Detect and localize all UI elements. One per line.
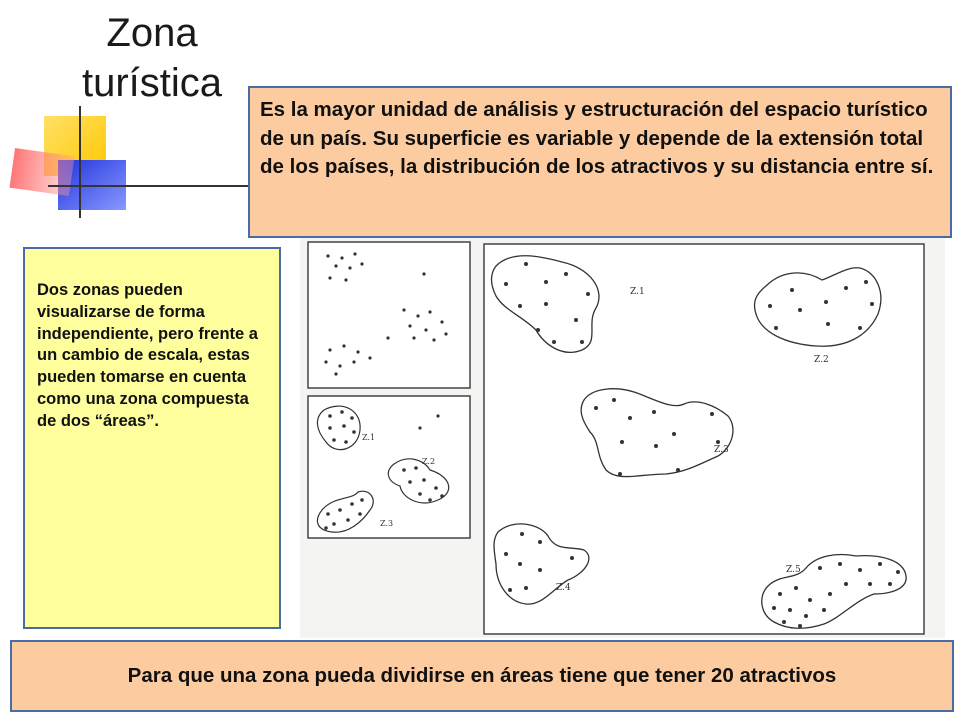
small-zone-label-2: Z.2 <box>422 457 436 466</box>
small-map-bottom <box>308 396 470 538</box>
slide-title: Zona turística <box>81 11 223 105</box>
definition-box: Es la mayor unidad de análisis y estructuración del espacio turístico de un país. Su superficie es variable y depende de la extensión total de los países, la distribución de los atractivos y su distancia entre sí. <box>248 86 952 238</box>
decorative-squares <box>0 100 260 220</box>
small-map-top <box>308 242 470 388</box>
zone-label-4: Z.4 <box>556 583 571 593</box>
zone-label-3: Z.3 <box>714 445 729 455</box>
small-zone-label-3: Z.3 <box>380 519 394 528</box>
zone-label-2: Z.2 <box>814 355 829 365</box>
zone-label-1: Z.1 <box>630 287 645 297</box>
small-zone-label-1: Z.1 <box>362 433 376 442</box>
scale-note-box: Dos zonas pueden visualizarse de forma independiente, pero frente a un cambio de escala, estas pueden tomarse en cuenta como una zona compuesta de dos “áreas”. <box>23 247 281 629</box>
zones-diagram <box>300 238 945 638</box>
requirement-box: Para que una zona pueda dividirse en áreas tiene que tener 20 atractivos <box>10 640 954 712</box>
zone-label-5: Z.5 <box>786 565 801 575</box>
large-map <box>484 244 924 634</box>
